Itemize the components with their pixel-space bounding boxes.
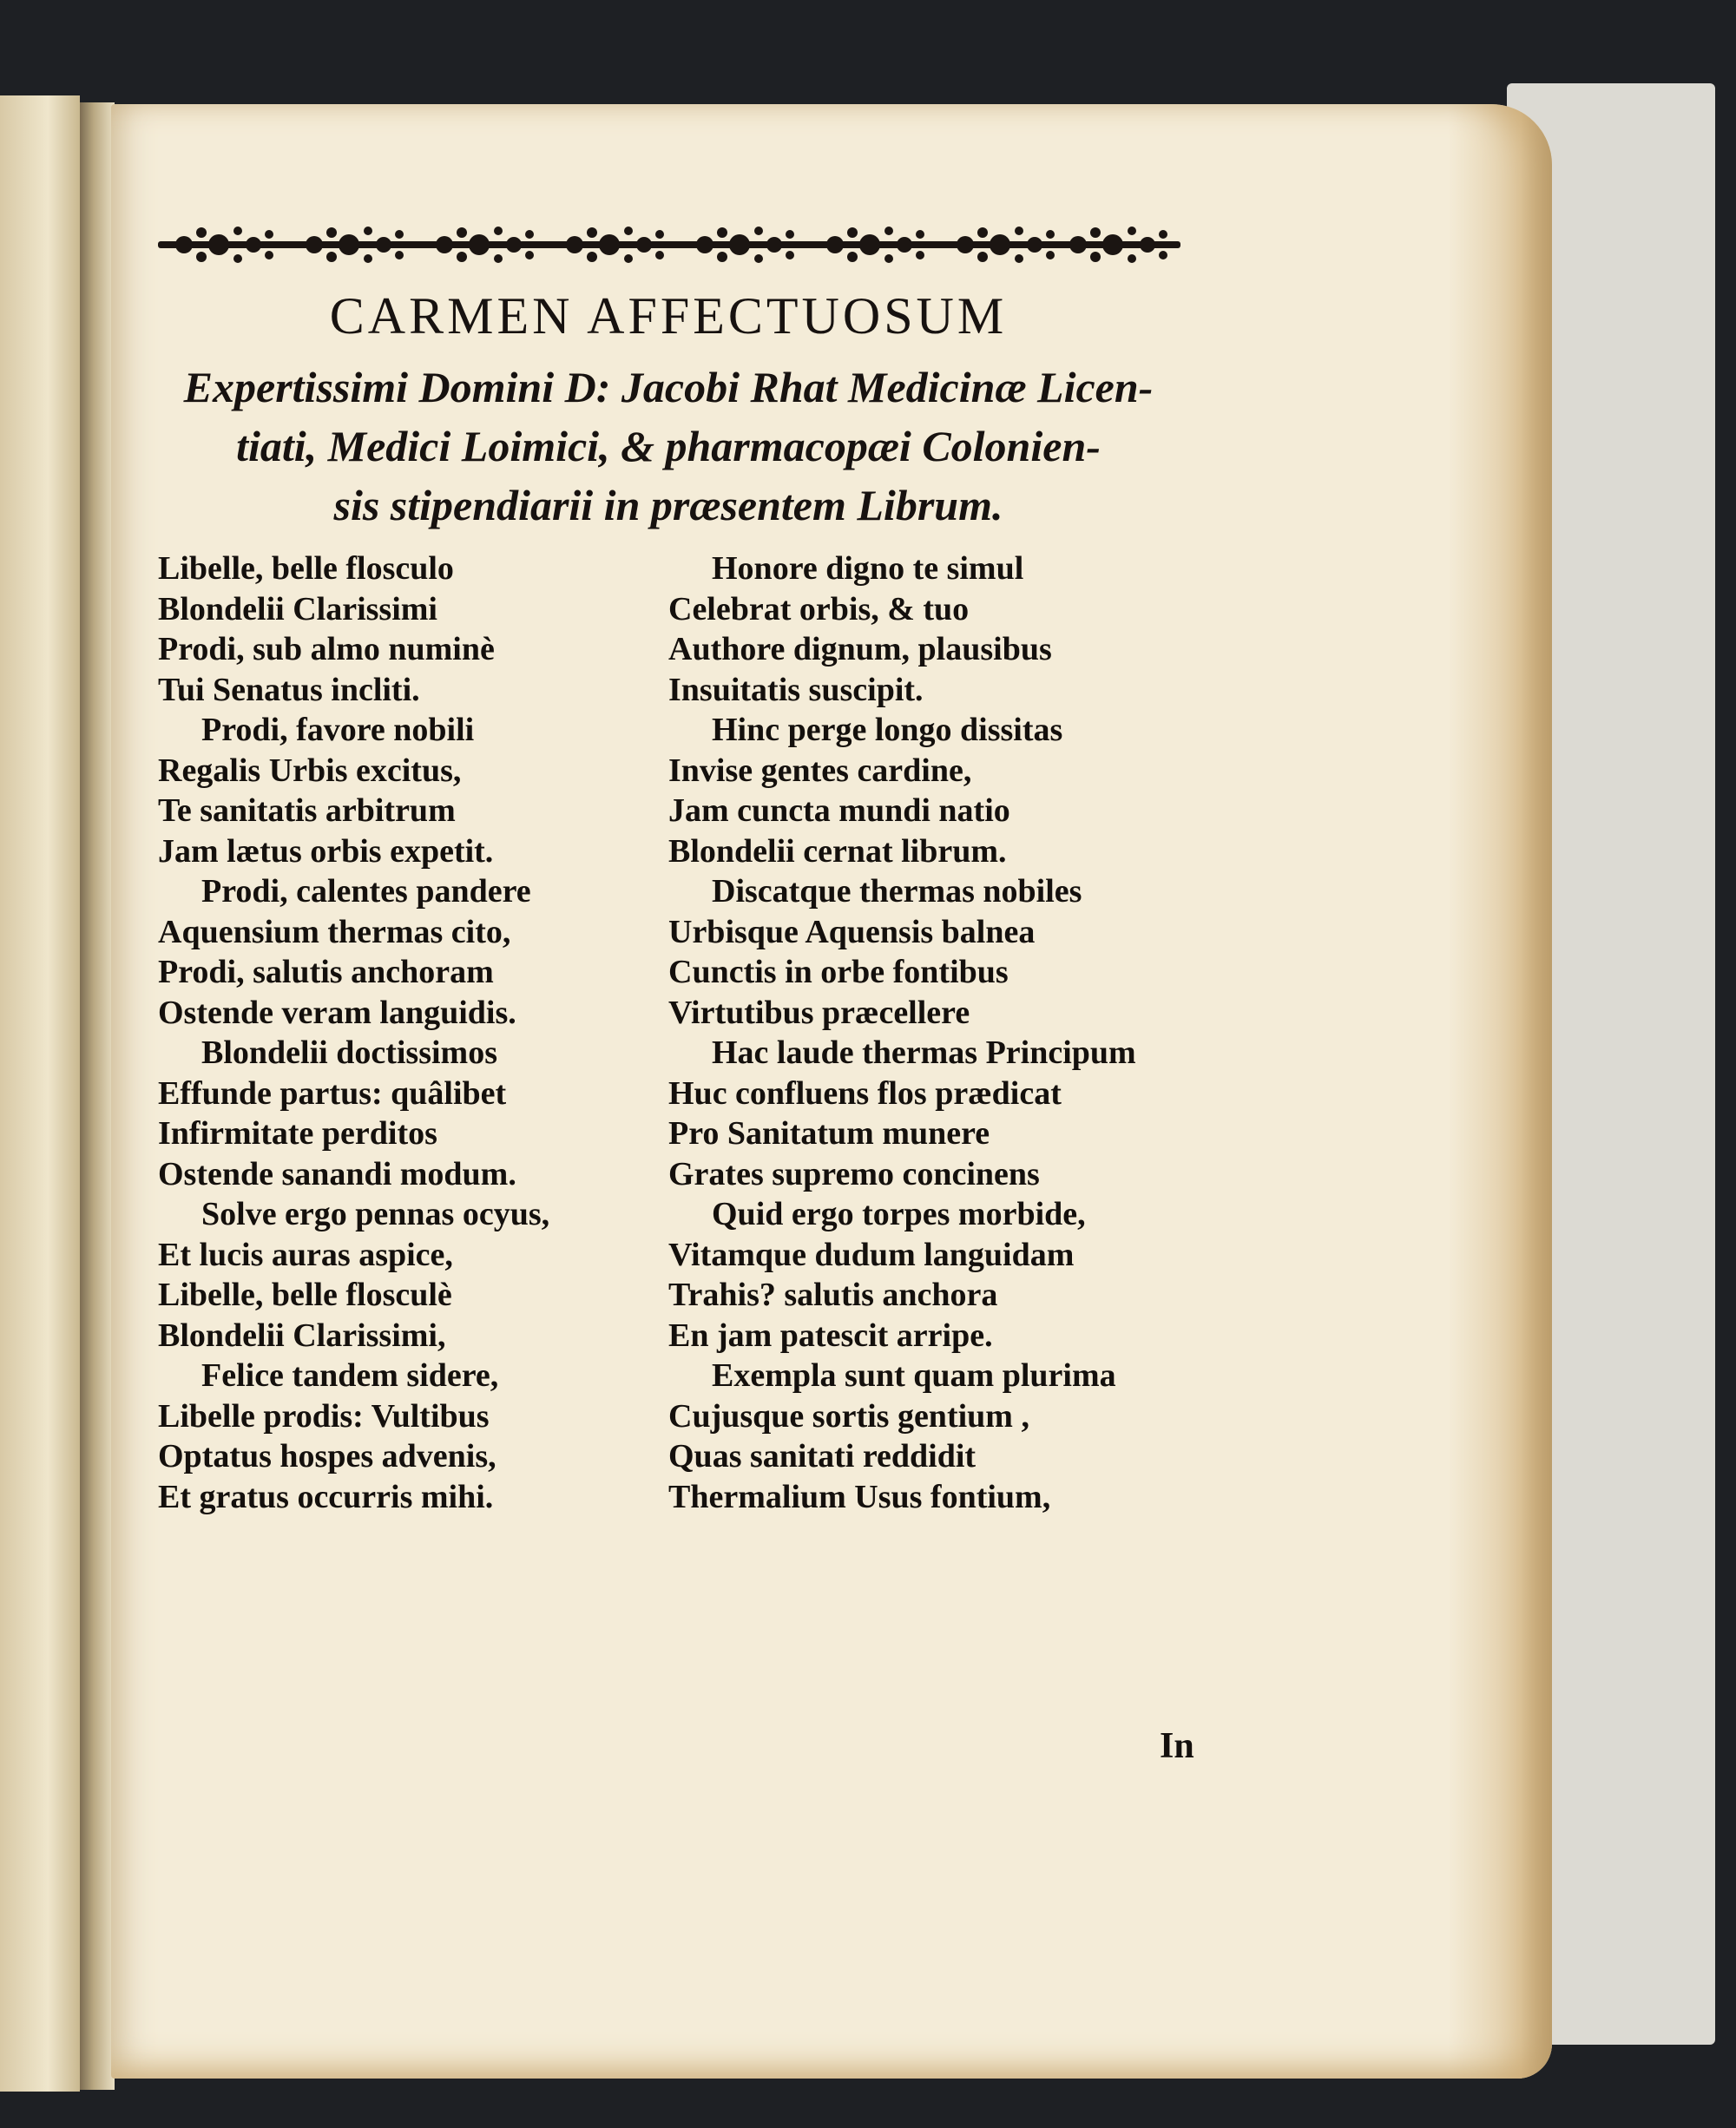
- verse-line: Prodi, sub almo numinè: [158, 631, 495, 667]
- verse-line: Thermalium Usus fontium,: [668, 1478, 1051, 1515]
- verse-line: Grates supremo concinens: [668, 1155, 1040, 1192]
- verse-line: Libelle prodis: Vultibus: [158, 1397, 490, 1435]
- verse-line: Blondelii Clarissimi: [158, 590, 437, 627]
- verse-line: Prodi, salutis anchoram: [158, 954, 494, 990]
- verse-line: Et gratus occurris mihi.: [158, 1478, 494, 1515]
- verse-line: Exempla sunt quam plurima: [712, 1357, 1116, 1394]
- verse-line: Te sanitatis arbitrum: [158, 792, 456, 829]
- verse-line: Cunctis in orbe fontibus: [668, 954, 1009, 990]
- verse-line: Et lucis auras aspice,: [158, 1236, 453, 1273]
- verse-line: Effunde partus: quâlibet: [158, 1074, 507, 1112]
- verse-line: Hinc perge longo dissitas: [712, 712, 1063, 748]
- verse-line: En jam patescit arripe.: [668, 1317, 993, 1354]
- verse-line: Blondelii Clarissimi,: [158, 1317, 446, 1354]
- verse-line: Libelle, belle flosculè: [158, 1277, 452, 1313]
- verse-line: Blondelii cernat librum.: [668, 832, 1007, 870]
- verse-line: Honore digno te simul: [712, 550, 1024, 587]
- verse-line: Invise gentes cardine,: [668, 752, 972, 789]
- verse-line: Felice tandem sidere,: [201, 1357, 499, 1394]
- left-page-strip: [0, 95, 80, 2092]
- verse-line: Authore dignum, plausibus: [668, 631, 1052, 667]
- verse-line: Ostende sanandi modum.: [158, 1155, 516, 1192]
- poem-right-column: [668, 548, 1136, 1517]
- verse-line: Hac laude thermas Principum: [712, 1034, 1136, 1071]
- verse-line: Solve ergo pennas ocyus,: [201, 1196, 550, 1232]
- verse-line: Blondelii doctissimos: [201, 1034, 497, 1071]
- poem-dedication: [148, 358, 1189, 535]
- verse-line: Aquensium thermas cito,: [158, 913, 511, 950]
- verse-line: Ostende veram languidis.: [158, 994, 516, 1031]
- verse-line: Infirmitate perditos: [158, 1115, 437, 1152]
- verse-line: Urbisque Aquensis balnea: [668, 913, 1036, 950]
- verse-line: Libelle, belle flosculo: [158, 550, 454, 587]
- verse-line: Huc confluens flos prædicat: [668, 1074, 1062, 1112]
- verse-line: Regalis Urbis excitus,: [158, 752, 462, 789]
- verse-line: Jam lætus orbis expetit.: [158, 832, 494, 870]
- verse-line: Pro Sanitatum munere: [668, 1115, 990, 1152]
- decorative-ornament-band: [158, 220, 1180, 269]
- verse-line: Trahis? salutis anchora: [668, 1277, 998, 1313]
- verse-line: Celebrat orbis, & tuo: [668, 590, 970, 627]
- catchword: In: [1160, 1726, 1194, 1766]
- verse-line: Insuitatis suscipit.: [668, 671, 924, 708]
- verse-line: Discatque thermas nobiles: [712, 873, 1082, 910]
- dedication-line: Expertissimi Domini D: Jacobi Rhat Medicinæ Licen-: [183, 363, 1154, 411]
- poem-title: CARMEN AFFECTUOSUM: [329, 287, 1008, 345]
- poem-left-column: [158, 548, 549, 1517]
- verse-line: Prodi, favore nobili: [201, 712, 475, 748]
- verse-line: Prodi, calentes pandere: [201, 873, 531, 910]
- book-gutter: [80, 102, 115, 2090]
- verse-line: Quid ergo torpes morbide,: [712, 1196, 1086, 1232]
- verse-line: Cujusque sortis gentium ,: [668, 1397, 1029, 1435]
- verse-line: Quas sanitati reddidit: [668, 1438, 976, 1474]
- verse-line: Vitamque dudum languidam: [668, 1236, 1075, 1273]
- dedication-line: sis stipendiarii in præsentem Librum.: [333, 481, 1003, 529]
- verse-line: Tui Senatus incliti.: [158, 671, 420, 708]
- verse-line: Virtutibus præcellere: [668, 994, 970, 1031]
- dedication-line: tiati, Medici Loimici, & pharmacopæi Colonien-: [236, 422, 1101, 470]
- verse-line: Jam cuncta mundi natio: [668, 792, 1010, 829]
- verse-line: Optatus hospes advenis,: [158, 1438, 496, 1474]
